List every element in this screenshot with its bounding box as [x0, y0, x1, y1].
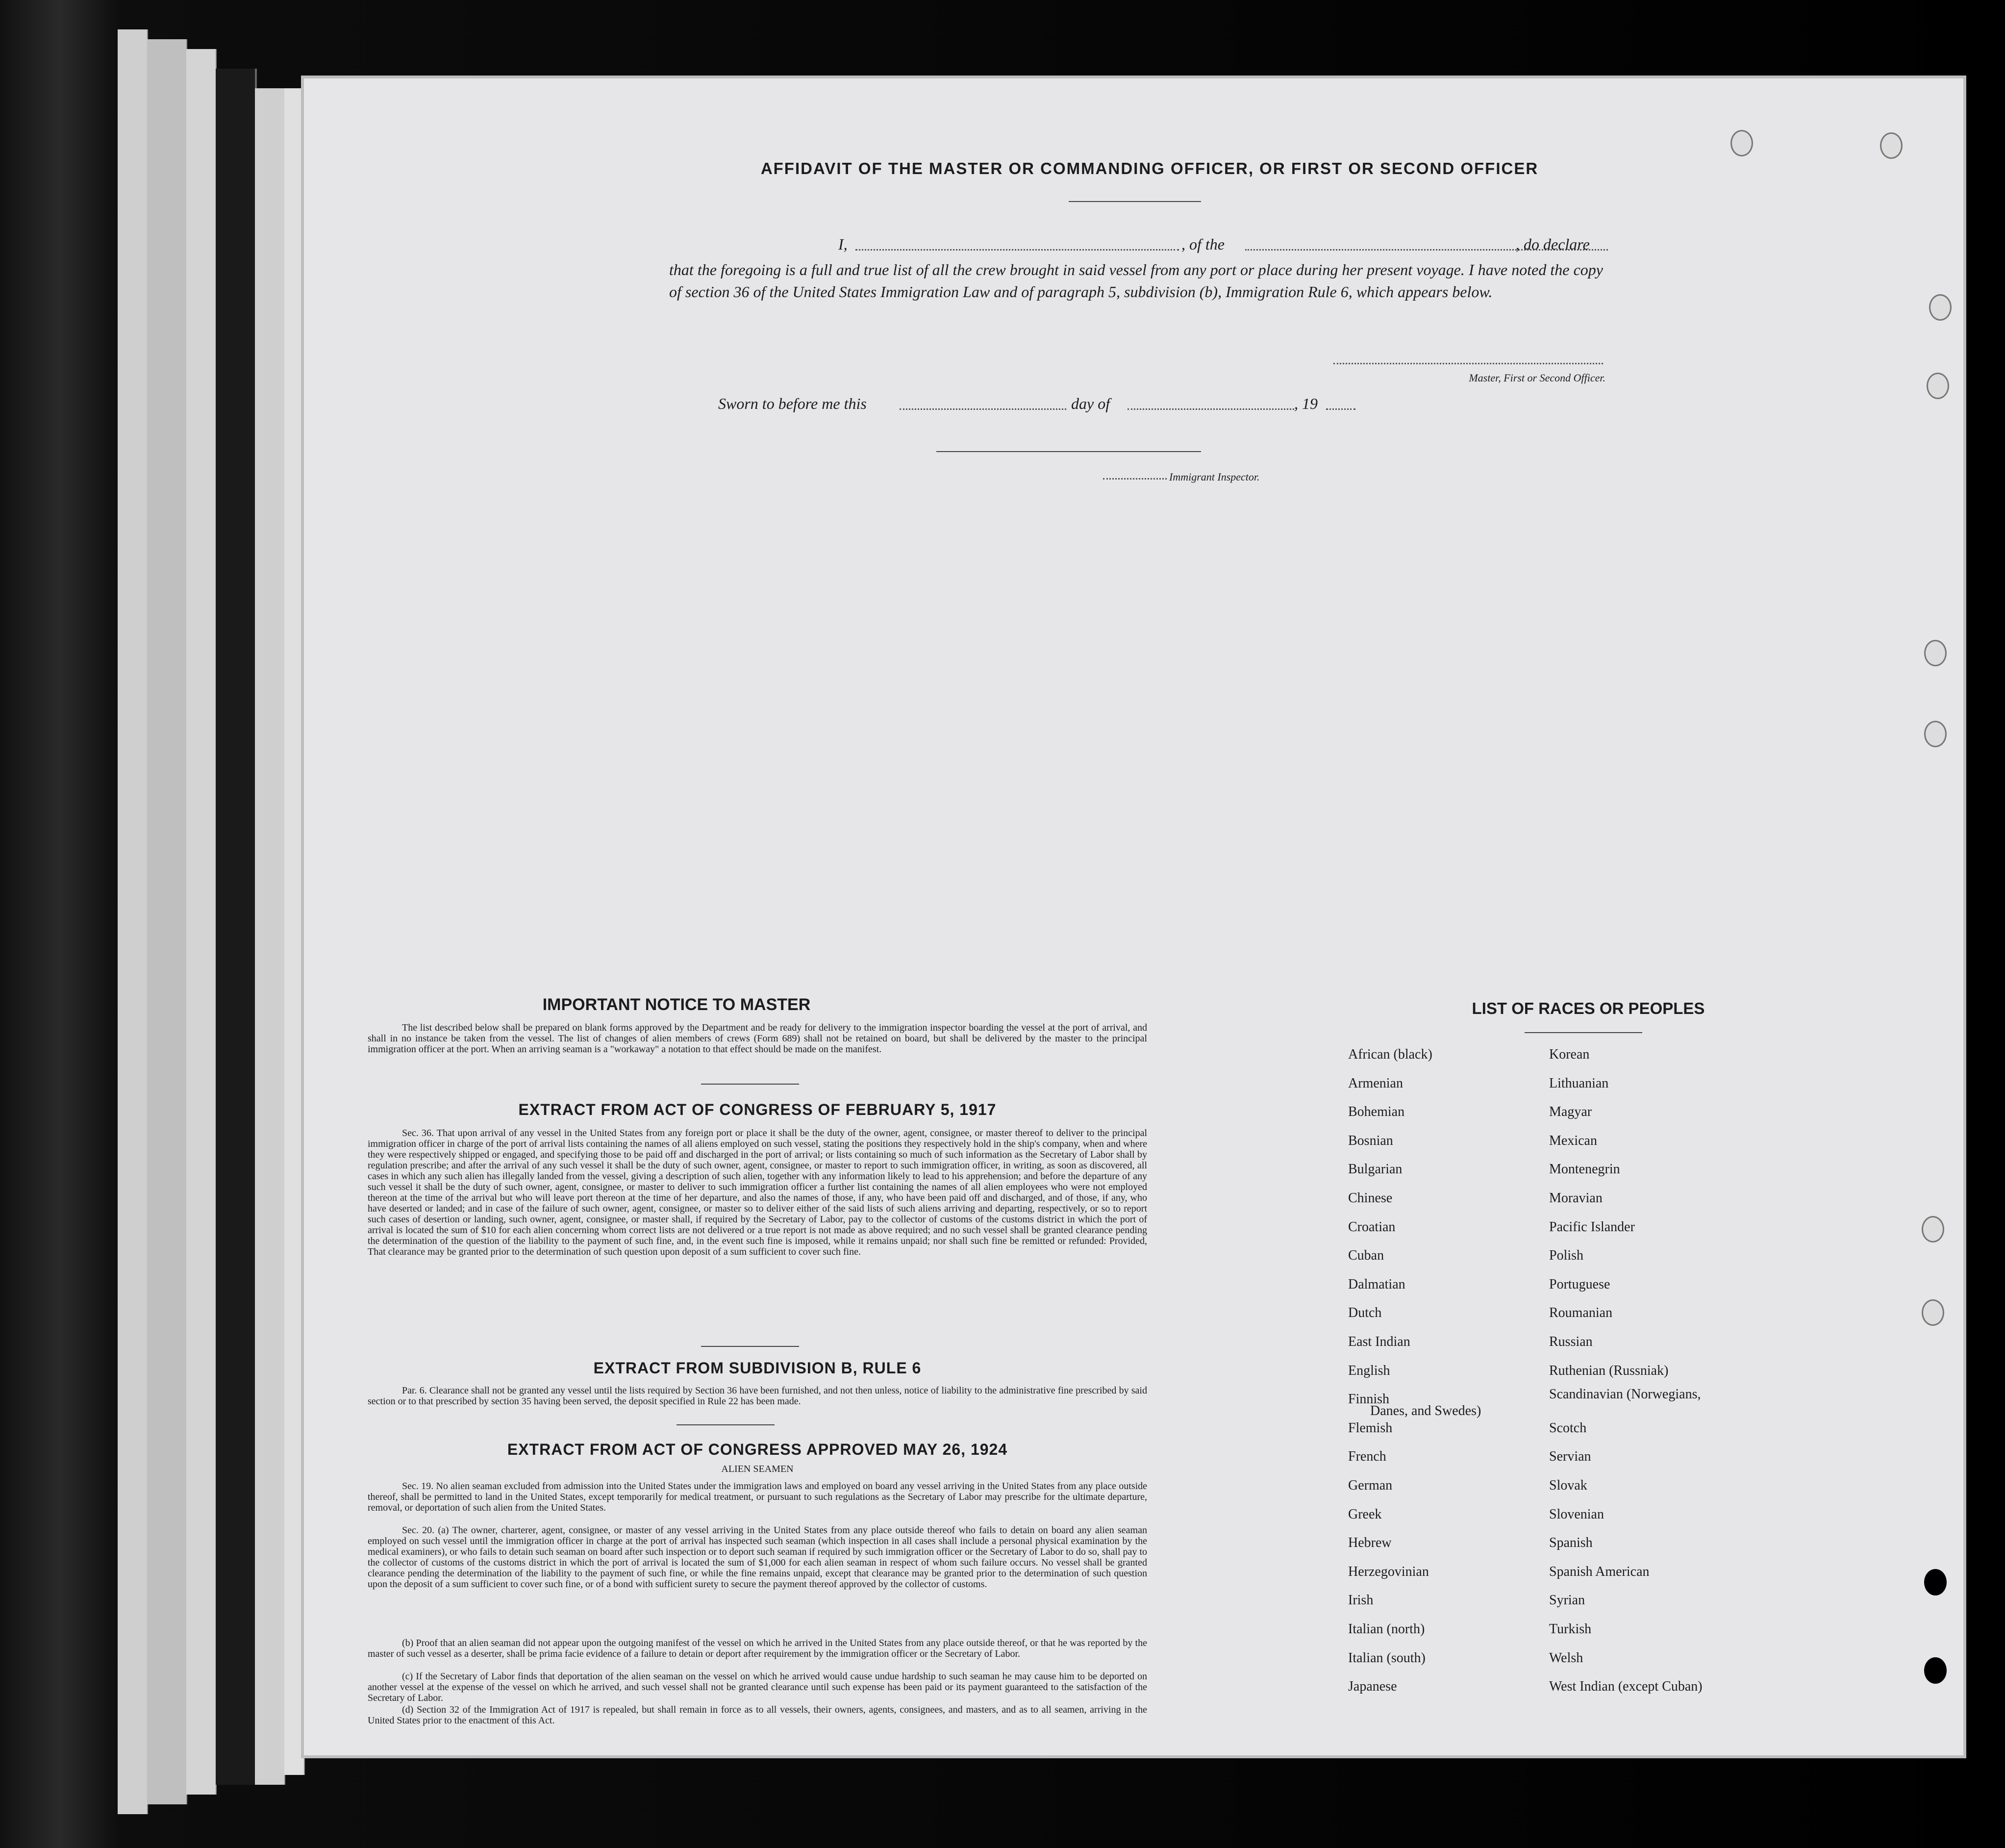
affidavit-line1: [804, 235, 1613, 255]
sec20d-text: (d) Section 32 of the Immigration Act of 1917 is repealed, but shall remain in force as to all vessels, their owners, agents, consignees, and masters, and as to all seamen, arriving in the United States prior to the enactment of this Act.: [368, 1704, 1147, 1726]
race-item: Mexican: [1549, 1133, 1597, 1148]
punch-hole: [1922, 1299, 1944, 1326]
race-item: Croatian: [1348, 1219, 1396, 1235]
sec19-text: Sec. 19. No alien seaman excluded from admission into the United States under the immigration laws and employed on board any vessel arriving in the United States from any place outside thereof, shall be permitted to land in the United States, except temporarily for medical treatment, or pursuant to such regulations as the Secretary of Labor may prescribe for the ultimate departure, removal, or deportation of such alien from the United States.: [368, 1481, 1147, 1513]
race-item: Turkish: [1549, 1621, 1592, 1637]
punch-hole: [1924, 721, 1947, 747]
signer-caption: Master, First or Second Officer.: [1469, 372, 1605, 384]
extract-rule6-text: Par. 6. Clearance shall not be granted any vessel until the lists required by Section 36 have been furnished, and not then unless, notice of liability to the administrative fine prescribed by said section or to that prescribed by section 35 having been served, the deposit specified in Rule 22 has been made.: [368, 1385, 1147, 1407]
race-item: Polish: [1549, 1248, 1584, 1264]
race-item: Scotch: [1549, 1420, 1587, 1436]
sworn-part-b: day of: [1071, 395, 1110, 412]
name-blank: [855, 249, 1179, 251]
signature-line: [1333, 363, 1603, 364]
race-item: Spanish American: [1549, 1564, 1650, 1579]
race-item: Slovenian: [1549, 1506, 1604, 1522]
race-item: Dalmatian: [1348, 1276, 1405, 1292]
line1-part-a: I,: [838, 235, 848, 253]
extract-1924-title: EXTRACT FROM ACT OF CONGRESS APPROVED MAY 26, 1924: [507, 1441, 1008, 1458]
race-item: Moravian: [1549, 1190, 1603, 1206]
sec20c-text: (c) If the Secretary of Labor finds that deportation of the alien seaman on the vessel on which he arrived would cause undue hardship to such seaman he may cause him to be deported on another vessel at the expense of the vessel on which he arrived, and such vessel shall not be granted clearance until such expense has been paid or its payment guaranteed to the satisfaction of the Secretary of Labor.: [368, 1671, 1147, 1703]
affidavit-body: that the foregoing is a full and true list of all the crew brought in said vessel from any port or place during her present voyage. I have noted the copy of section 36 of the United States Immigration Law and of paragraph 5, subdivision (b), Immigration Rule 6, which appears below.: [669, 261, 1603, 301]
extract-1917-text: Sec. 36. That upon arrival of any vessel in the United States from any foreign port or place it shall be the duty of the owner, agent, consignee, or master thereof to deliver to the principal immigration officer in charge of the port of arrival lists containing the names of all aliens employed on such vessel, stating the positions they respectively hold in the ship's company, when and where they were respectively shipped or engaged, and specifying those to be paid off and discharged in the port of arrival; or lists containing so much of such information as the Secretary of Labor shall by regulation prescribe; and after the arrival of any such vessel it shall be the duty of such owner, agent, consignee, or master to report to such immigration officer, in writing, as soon as discovered, all cases in which any such alien has illegally landed from the vessel, giving a description of such alien, together with any information likely to lead to his apprehension; and before the departure of any such vessel it shall be the duty of such owner, agent, consignee, or master to deliver to such immigration officer a further list containing the names of all alien employees who were not employed thereon at the time of the arrival but who will leave port thereon at the time of her departure, and also the names of those, if any, who have been paid off and discharged, and of those, if any, who have deserted or landed; and in case of the failure of such owner, agent, consignee, or master so to deliver either of the said lists of such aliens arriving and departing, respectively, or so to report such cases of desertion or landing, such owner, agent, consignee, or master shall, if required by the Secretary of Labor, pay to the collector of customs of the customs district in which the port of arrival is located the sum of $10 for each alien concerning whom correct lists are not delivered or a true report is not made as above required; and no such vessel shall be granted clearance pending the determination of the question of the liability to the payment of such fine, and, in the event such fine is imposed, while it remains unpaid; nor shall such fine be remitted or refunded: Provided, That clearance may be granted prior to the determination of such question upon deposit of a sum sufficient to cover such fine.: [368, 1128, 1147, 1257]
race-item: English: [1348, 1363, 1390, 1378]
race-item: West Indian (except Cuban): [1549, 1679, 1703, 1695]
race-item: Magyar: [1549, 1104, 1592, 1120]
race-item: Russian: [1549, 1334, 1593, 1349]
race-item: Welsh: [1549, 1650, 1583, 1666]
document-page: [304, 78, 1963, 1755]
race-item: Italian (south): [1348, 1650, 1426, 1666]
sec20a-text: Sec. 20. (a) The owner, charterer, agent, consignee, or master of any vessel arriving in the United States from any place outside thereof who fails to detain on board any alien seaman employed on such vessel until the immigration officer in charge at the port of arrival has inspected such seaman (which inspection in all cases shall include a personal physical examination by the medical examiners), or who fails to detain such seaman on board after such inspection or to deport such seaman if required by such immigration officer or the Secretary of Labor to do so, shall pay to the collector of customs of the customs district in which the port of arrival is located the sum of $1,000 for each alien seaman in respect of whom such failure occurs. No vessel shall be granted clearance pending the determination of the liability to the payment of such fine, or while the fine remains unpaid, except that clearance may be granted prior to the determination of such question upon the deposit of a sum sufficient to cover such fine, or of a bond with sufficient surety to secure the payment thereof approved by the collector of customs.: [368, 1525, 1147, 1590]
alien-seamen-subtitle: ALIEN SEAMEN: [721, 1464, 794, 1474]
punch-hole: [1924, 1657, 1947, 1684]
page-edge: [216, 69, 257, 1785]
affidavit-title: AFFIDAVIT OF THE MASTER OR COMMANDING OFFICER, OR FIRST OR SECOND OFFICER: [760, 159, 1539, 177]
race-item: Slovak: [1549, 1478, 1587, 1493]
section-rule: [701, 1346, 799, 1347]
race-item: Greek: [1348, 1506, 1382, 1522]
punch-hole: [1924, 640, 1947, 666]
race-item: Dutch: [1348, 1305, 1382, 1321]
punch-hole: [1924, 1569, 1947, 1595]
page-edge: [186, 49, 217, 1795]
section-rule: [701, 1084, 799, 1085]
day-blank: [900, 408, 1066, 410]
race-item: Pacific Islander: [1549, 1219, 1635, 1235]
race-item: Japanese: [1348, 1679, 1397, 1695]
month-blank: [1128, 408, 1294, 410]
race-item: Armenian: [1348, 1075, 1403, 1091]
race-item: Bulgarian: [1348, 1162, 1403, 1177]
race-item: Herzegovinian: [1348, 1564, 1429, 1579]
race-item: Bosnian: [1348, 1133, 1393, 1148]
race-item: Montenegrin: [1549, 1162, 1620, 1177]
punch-hole: [1929, 294, 1952, 321]
sworn-part-c: , 19: [1294, 395, 1318, 412]
notice-title: IMPORTANT NOTICE TO MASTER: [542, 995, 811, 1014]
race-item: French: [1348, 1449, 1386, 1465]
extract-1917-title: EXTRACT FROM ACT OF CONGRESS OF FEBRUARY 5, 1917: [518, 1101, 997, 1118]
race-item: Portuguese: [1549, 1276, 1610, 1292]
line1-part-b: , of the: [1181, 235, 1225, 253]
race-item: Roumanian: [1549, 1305, 1613, 1321]
race-item: Spanish: [1549, 1535, 1593, 1551]
punch-hole: [1880, 132, 1903, 159]
race-item: Bohemian: [1348, 1104, 1405, 1120]
punch-hole: [1922, 1216, 1944, 1242]
page-edge: [118, 29, 148, 1814]
sec20b-text: (b) Proof that an alien seaman did not appear upon the outgoing manifest of the vessel on which he arrived in the United States from any place outside thereof, or that he was reported by the master of such vessel as a deserter, shall be prima facie evidence of a failure to detain or deport after requirement by the immigration officer or the Secretary of Labor.: [368, 1638, 1147, 1659]
race-item: Korean: [1549, 1047, 1590, 1062]
race-item: Finnish: [1348, 1392, 1390, 1407]
page-edge: [284, 88, 305, 1775]
race-item: German: [1348, 1478, 1393, 1493]
section-rule: [677, 1424, 775, 1425]
title-rule: [1069, 201, 1201, 202]
race-item: Scandinavian (Norwegians,: [1549, 1387, 1701, 1402]
extract-rule6-title: EXTRACT FROM SUBDIVISION B, RULE 6: [593, 1359, 922, 1377]
punch-hole: [1730, 130, 1753, 156]
race-item: Flemish: [1348, 1420, 1393, 1436]
page-edge: [255, 88, 285, 1785]
notice-text: The list described below shall be prepared on blank forms approved by the Department and be ready for delivery to the immigration inspector boarding the vessel at the port of arrival, and shall in no instance be taken from the vessel. The list of changes of alien members of crews (Form 689) shall not be retained on board, but shall be delivered by the master to the principal immigration officer at the port. When an arriving seaman is a "workaway" a notation to that effect should be made on the manifest.: [368, 1022, 1147, 1055]
race-item: African (black): [1348, 1047, 1432, 1062]
race-item: Chinese: [1348, 1190, 1393, 1206]
year-blank: [1326, 408, 1355, 410]
line1-part-c: , do declare: [1516, 235, 1590, 253]
races-title: LIST OF RACES OR PEOPLES: [1472, 999, 1705, 1017]
race-item: Hebrew: [1348, 1535, 1392, 1551]
race-item: Irish: [1348, 1593, 1374, 1608]
punch-hole: [1927, 373, 1949, 399]
inspector-signature-line: [936, 451, 1201, 452]
race-item: Servian: [1549, 1449, 1591, 1465]
sworn-line: [718, 395, 1404, 414]
race-item: Danes, and Swedes): [1370, 1403, 1481, 1419]
inspector-caption: Immigrant Inspector.: [1169, 471, 1260, 483]
race-item: Cuban: [1348, 1248, 1384, 1264]
sworn-part-a: Sworn to before me this: [718, 395, 867, 412]
page-edge: [147, 39, 187, 1804]
race-item: Ruthenian (Russniak): [1549, 1363, 1669, 1378]
races-rule: [1525, 1032, 1642, 1033]
race-item: Syrian: [1549, 1593, 1585, 1608]
race-item: East Indian: [1348, 1334, 1410, 1349]
inspector-dots: [1103, 478, 1167, 480]
race-item: Lithuanian: [1549, 1075, 1609, 1091]
race-item: Italian (north): [1348, 1621, 1425, 1637]
